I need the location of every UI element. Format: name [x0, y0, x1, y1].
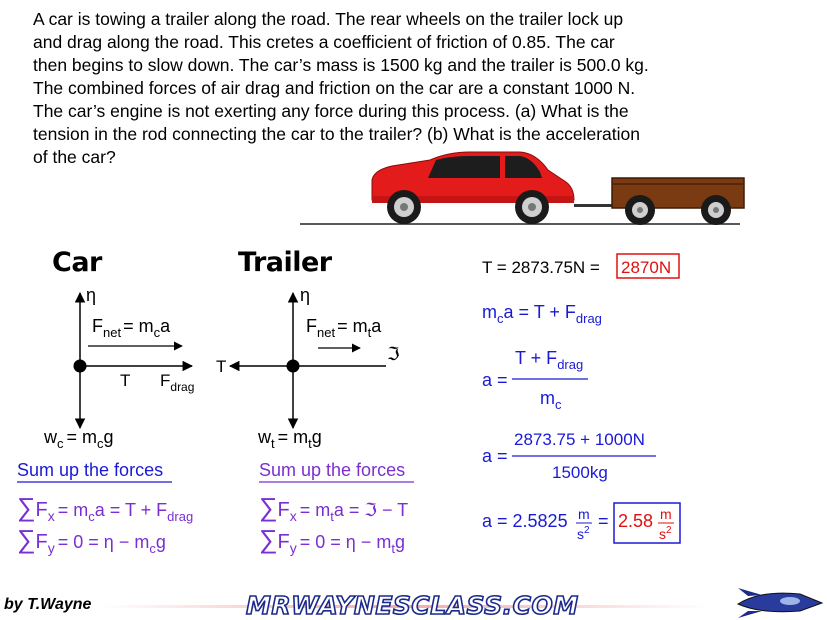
problem-line: The combined forces of air drag and friction on the car are a constant 1000 N. — [33, 78, 636, 98]
car-window — [428, 156, 500, 178]
accel-answer: 2.58 — [618, 511, 654, 531]
tow-bar — [574, 204, 614, 207]
unit-m: m — [578, 506, 590, 522]
eq-newton-car: $m_ca = T + F_{drag}$ — [482, 302, 602, 326]
trailer-weight-label: $w_t = m_tg$ — [258, 427, 322, 451]
trailer-friction-label: ℑ — [387, 344, 400, 364]
problem-line: of the car? — [33, 147, 116, 167]
answer-unit-m: m — [660, 506, 672, 522]
car-fbd — [17, 285, 194, 556]
trailer-tension-label: T — [216, 357, 227, 376]
car-point — [74, 360, 87, 373]
problem-line: then begins to slow down. The car’s mass is 1500 kg and the trailer is 500.0 kg. — [33, 55, 649, 75]
problem-line: tension in the rod connecting the car to the trailer? (b) What is the acceleration — [33, 124, 640, 144]
trailer-point — [287, 360, 300, 373]
trailer-fbd — [216, 285, 414, 556]
trailer-sum-y: $\sum F_y = 0 = \eta - m_tg$ — [259, 524, 405, 556]
frac2-denominator: 1500kg — [552, 463, 608, 482]
unit-s: $s^2$ — [577, 525, 590, 542]
answer-unit-s: $s^2$ — [659, 525, 672, 542]
car-fnet-label: $F_{net} = m_ca$ — [92, 316, 171, 340]
trailer-fnet-label: $F_{net} = m_ta$ — [306, 316, 382, 340]
trailer-normal-label: η — [300, 285, 311, 305]
car-tension-label: T — [120, 371, 131, 390]
accel-result: a = 2.5825 — [482, 511, 568, 531]
trailer-sum-x: $\sum F_x = m_ta$ = ℑ − T — [259, 492, 409, 524]
car-sum-x: $\sum F_x = m_ca = T + F_{drag}$ — [17, 492, 194, 524]
car-title: Car — [52, 247, 102, 278]
car-sum-label: Sum up the forces — [17, 460, 164, 480]
equals-sign: = — [598, 511, 609, 531]
problem-line: A car is towing a trailer along the road. The rear wheels on the trailer lock up — [33, 9, 624, 29]
solution — [482, 254, 680, 543]
trailer-title: Trailer — [238, 247, 332, 278]
car-drag-label: $F_{drag}$ — [160, 371, 195, 394]
frac1-denominator: $m_c$ — [540, 388, 562, 412]
site-logo[interactable]: MRWAYNESCLASS.COM — [246, 591, 579, 620]
problem-line: and drag along the road. This cretes a coefficient of friction of 0.85. The car — [33, 32, 615, 52]
author-credit: by T.Wayne — [4, 596, 92, 613]
tension-result: T = 2873.75N = — [482, 258, 600, 277]
car-sum-y: $\sum F_y = 0 = \eta - m_cg$ — [17, 524, 166, 556]
trailer-wheel-1 — [625, 195, 655, 225]
eq-a-label-2: a = — [482, 446, 508, 466]
rocket-icon — [738, 588, 822, 618]
car-normal-label: η — [86, 285, 97, 305]
car-wheel-front — [387, 190, 421, 224]
tension-answer: 2870N — [621, 258, 672, 277]
car-illustration — [300, 152, 744, 225]
problem-line: The car’s engine is not exerting any force during this process. (a) What is the — [33, 101, 629, 121]
trailer-sum-label: Sum up the forces — [259, 460, 406, 480]
frac2-numerator: 2873.75 + 1000N — [514, 430, 645, 449]
car-wheel-rear — [515, 190, 549, 224]
trailer-wheel-2 — [701, 195, 731, 225]
eq-a-label-1: a = — [482, 370, 508, 390]
frac1-numerator: $T + F_{drag}$ — [515, 348, 584, 372]
car-weight-label: $w_c = m_cg$ — [44, 427, 114, 451]
